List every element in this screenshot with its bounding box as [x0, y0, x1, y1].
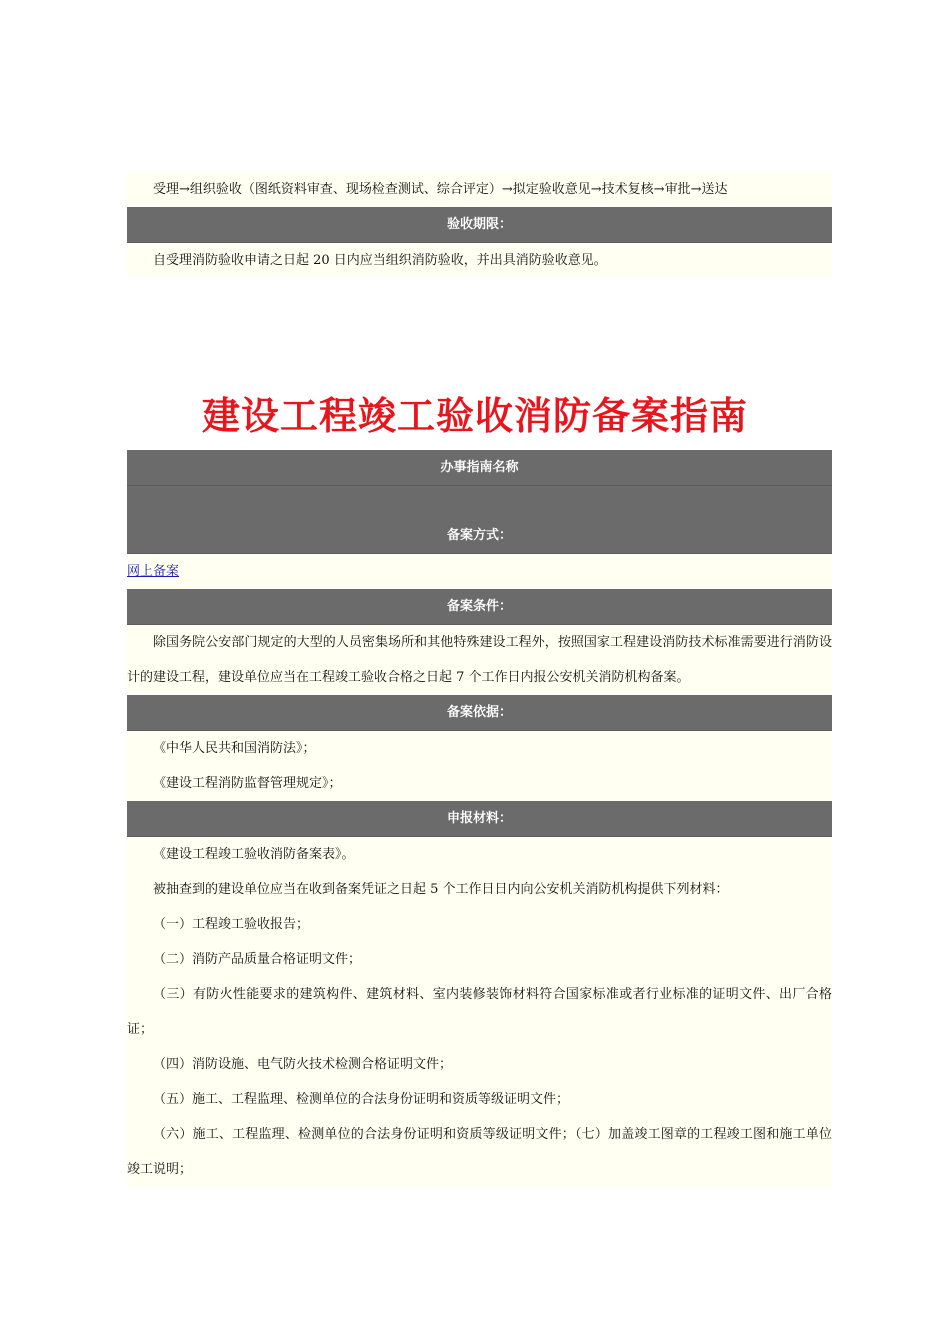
basis-item: 《建设工程消防监督管理规定》； — [127, 766, 832, 801]
guide-section — [127, 450, 832, 1187]
name-header: 办事指南名称 — [127, 450, 832, 486]
materials-header: 申报材料： — [127, 801, 832, 837]
period-text: 自受理消防验收申请之日起 20 日内应当组织消防验收，并出具消防验收意见。 — [127, 243, 832, 278]
online-filing-link[interactable]: 网上备案 — [127, 564, 180, 579]
basis-item: 《中华人民共和国消防法》； — [127, 731, 832, 766]
materials-item: 被抽查到的建设单位应当在收到备案凭证之日起 5 个工作日日内向公安机关消防机构提供下列材料： — [127, 872, 832, 907]
conditions-text: 除国务院公安部门规定的大型的人员密集场所和其他特殊建设工程外，按照国家工程建设消防技术标准需要进行消防设计的建设工程，建设单位应当在工程竣工验收合格之日起 7 个工作日内报公安机关消防机构备案。 — [127, 625, 832, 695]
method-header — [127, 486, 832, 554]
materials-item: （三）有防火性能要求的建筑构件、建筑材料、室内装修装饰材料符合国家标准或者行业标准的证明文件、出厂合格证； — [127, 977, 832, 1047]
materials-item: 《建设工程竣工验收消防备案表》。 — [127, 837, 832, 872]
top-section — [127, 172, 832, 278]
period-header: 验收期限： — [127, 207, 832, 243]
page-title: 建设工程竣工验收消防备案指南 — [201, 394, 748, 438]
materials-item: （二）消防产品质量合格证明文件； — [127, 942, 832, 977]
process-text: 受理→组织验收（图纸资料审查、现场检查测试、综合评定）→拟定验收意见→技术复核→审批→送达 — [127, 172, 832, 207]
materials-item: （一）工程竣工验收报告； — [127, 907, 832, 942]
method-header-label: 备案方式： — [446, 528, 512, 543]
materials-item: （四）消防设施、电气防火技术检测合格证明文件； — [127, 1047, 832, 1082]
materials-item: （五）施工、工程监理、检测单位的合法身份证明和资质等级证明文件； — [127, 1082, 832, 1117]
conditions-header: 备案条件： — [127, 589, 832, 625]
method-row — [127, 554, 832, 589]
materials-item: （六）施工、工程监理、检测单位的合法身份证明和资质等级证明文件；（七）加盖竣工图章的工程竣工图和施工单位竣工说明； — [127, 1117, 832, 1187]
basis-header: 备案依据： — [127, 695, 832, 731]
